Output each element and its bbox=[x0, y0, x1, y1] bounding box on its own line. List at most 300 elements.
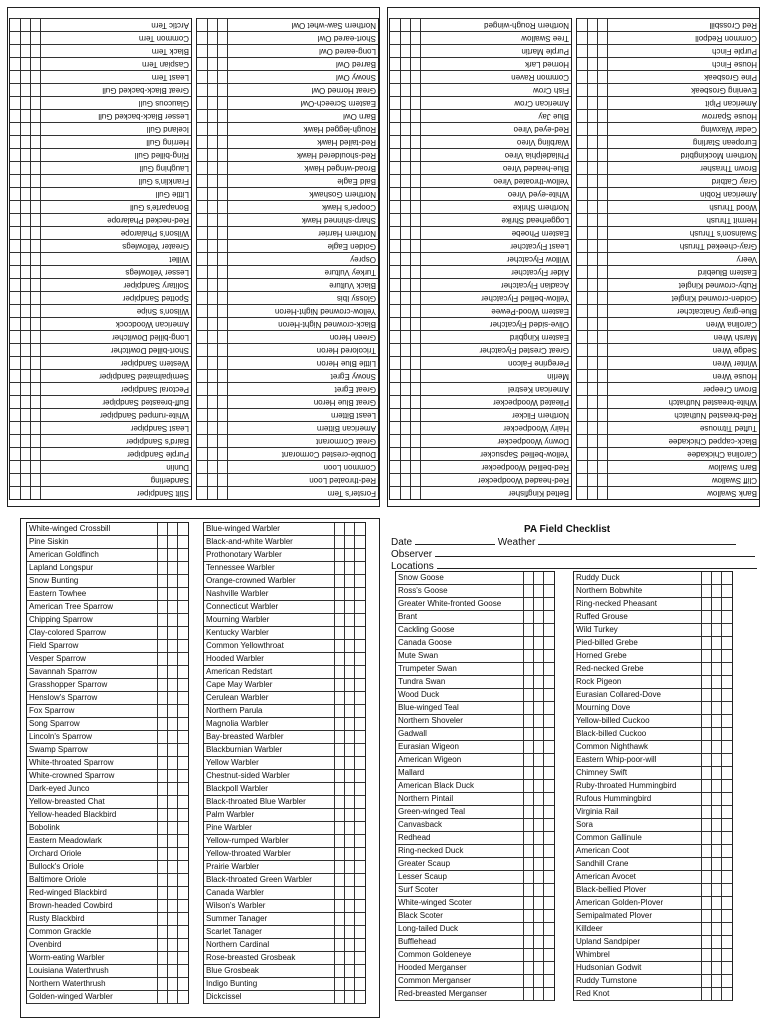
tally-checkbox[interactable] bbox=[355, 705, 365, 717]
tally-checkbox[interactable] bbox=[20, 448, 30, 460]
tally-checkbox[interactable] bbox=[10, 292, 20, 304]
tally-checkbox[interactable] bbox=[217, 136, 227, 148]
tally-checkbox[interactable] bbox=[410, 188, 420, 200]
tally-checkbox[interactable] bbox=[400, 487, 410, 499]
tally-checkbox[interactable] bbox=[410, 474, 420, 486]
tally-checkbox[interactable] bbox=[587, 331, 597, 343]
tally-checkbox[interactable] bbox=[355, 679, 365, 691]
tally-checkbox[interactable] bbox=[335, 666, 345, 678]
tally-checkbox[interactable] bbox=[722, 728, 732, 740]
tally-checkbox[interactable] bbox=[20, 266, 30, 278]
tally-checkbox[interactable] bbox=[400, 370, 410, 382]
tally-checkbox[interactable] bbox=[544, 858, 554, 870]
tally-checkbox[interactable] bbox=[178, 874, 188, 886]
tally-checkbox[interactable] bbox=[30, 136, 40, 148]
tally-checkbox[interactable] bbox=[587, 370, 597, 382]
tally-checkbox[interactable] bbox=[158, 731, 168, 743]
tally-checkbox[interactable] bbox=[197, 110, 207, 122]
tally-checkbox[interactable] bbox=[400, 435, 410, 447]
tally-checkbox[interactable] bbox=[10, 474, 20, 486]
tally-checkbox[interactable] bbox=[30, 305, 40, 317]
tally-checkbox[interactable] bbox=[217, 292, 227, 304]
tally-checkbox[interactable] bbox=[722, 689, 732, 701]
tally-checkbox[interactable] bbox=[597, 331, 607, 343]
tally-checkbox[interactable] bbox=[524, 910, 534, 922]
tally-checkbox[interactable] bbox=[597, 344, 607, 356]
tally-checkbox[interactable] bbox=[20, 97, 30, 109]
tally-checkbox[interactable] bbox=[702, 819, 712, 831]
tally-checkbox[interactable] bbox=[390, 409, 400, 421]
tally-checkbox[interactable] bbox=[577, 19, 587, 31]
tally-checkbox[interactable] bbox=[534, 572, 544, 584]
tally-checkbox[interactable] bbox=[10, 305, 20, 317]
tally-checkbox[interactable] bbox=[30, 188, 40, 200]
tally-checkbox[interactable] bbox=[390, 123, 400, 135]
tally-checkbox[interactable] bbox=[30, 110, 40, 122]
tally-checkbox[interactable] bbox=[712, 637, 722, 649]
tally-checkbox[interactable] bbox=[597, 240, 607, 252]
tally-checkbox[interactable] bbox=[207, 383, 217, 395]
tally-checkbox[interactable] bbox=[217, 97, 227, 109]
tally-checkbox[interactable] bbox=[168, 861, 178, 873]
tally-checkbox[interactable] bbox=[20, 435, 30, 447]
tally-checkbox[interactable] bbox=[702, 949, 712, 961]
tally-checkbox[interactable] bbox=[524, 988, 534, 1000]
tally-checkbox[interactable] bbox=[390, 201, 400, 213]
tally-checkbox[interactable] bbox=[335, 523, 345, 535]
tally-checkbox[interactable] bbox=[712, 949, 722, 961]
tally-checkbox[interactable] bbox=[544, 962, 554, 974]
tally-checkbox[interactable] bbox=[335, 978, 345, 990]
tally-checkbox[interactable] bbox=[534, 663, 544, 675]
tally-checkbox[interactable] bbox=[10, 396, 20, 408]
tally-checkbox[interactable] bbox=[158, 939, 168, 951]
tally-checkbox[interactable] bbox=[20, 409, 30, 421]
tally-checkbox[interactable] bbox=[597, 162, 607, 174]
tally-checkbox[interactable] bbox=[335, 835, 345, 847]
tally-checkbox[interactable] bbox=[20, 58, 30, 70]
tally-checkbox[interactable] bbox=[197, 71, 207, 83]
tally-checkbox[interactable] bbox=[168, 601, 178, 613]
tally-checkbox[interactable] bbox=[722, 676, 732, 688]
tally-checkbox[interactable] bbox=[577, 253, 587, 265]
tally-checkbox[interactable] bbox=[534, 832, 544, 844]
tally-checkbox[interactable] bbox=[217, 279, 227, 291]
tally-checkbox[interactable] bbox=[702, 793, 712, 805]
tally-checkbox[interactable] bbox=[400, 84, 410, 96]
tally-checkbox[interactable] bbox=[587, 383, 597, 395]
tally-checkbox[interactable] bbox=[355, 588, 365, 600]
tally-checkbox[interactable] bbox=[335, 627, 345, 639]
tally-checkbox[interactable] bbox=[10, 422, 20, 434]
tally-checkbox[interactable] bbox=[335, 809, 345, 821]
tally-checkbox[interactable] bbox=[207, 240, 217, 252]
tally-checkbox[interactable] bbox=[390, 344, 400, 356]
tally-checkbox[interactable] bbox=[20, 19, 30, 31]
tally-checkbox[interactable] bbox=[544, 871, 554, 883]
tally-checkbox[interactable] bbox=[390, 474, 400, 486]
tally-checkbox[interactable] bbox=[20, 45, 30, 57]
tally-checkbox[interactable] bbox=[345, 744, 355, 756]
tally-checkbox[interactable] bbox=[217, 409, 227, 421]
tally-checkbox[interactable] bbox=[400, 188, 410, 200]
tally-checkbox[interactable] bbox=[197, 136, 207, 148]
tally-checkbox[interactable] bbox=[410, 396, 420, 408]
tally-checkbox[interactable] bbox=[712, 728, 722, 740]
tally-checkbox[interactable] bbox=[534, 728, 544, 740]
tally-checkbox[interactable] bbox=[20, 344, 30, 356]
tally-checkbox[interactable] bbox=[597, 435, 607, 447]
tally-checkbox[interactable] bbox=[410, 279, 420, 291]
tally-checkbox[interactable] bbox=[10, 188, 20, 200]
tally-checkbox[interactable] bbox=[597, 370, 607, 382]
tally-checkbox[interactable] bbox=[30, 123, 40, 135]
tally-checkbox[interactable] bbox=[355, 770, 365, 782]
tally-checkbox[interactable] bbox=[158, 835, 168, 847]
tally-checkbox[interactable] bbox=[712, 819, 722, 831]
tally-checkbox[interactable] bbox=[345, 627, 355, 639]
tally-checkbox[interactable] bbox=[712, 923, 722, 935]
tally-checkbox[interactable] bbox=[587, 240, 597, 252]
tally-checkbox[interactable] bbox=[168, 627, 178, 639]
tally-checkbox[interactable] bbox=[355, 978, 365, 990]
tally-checkbox[interactable] bbox=[390, 396, 400, 408]
tally-checkbox[interactable] bbox=[597, 318, 607, 330]
tally-checkbox[interactable] bbox=[534, 741, 544, 753]
tally-checkbox[interactable] bbox=[577, 97, 587, 109]
tally-checkbox[interactable] bbox=[335, 952, 345, 964]
tally-checkbox[interactable] bbox=[10, 318, 20, 330]
tally-checkbox[interactable] bbox=[587, 162, 597, 174]
tally-checkbox[interactable] bbox=[345, 575, 355, 587]
tally-checkbox[interactable] bbox=[712, 585, 722, 597]
tally-checkbox[interactable] bbox=[355, 575, 365, 587]
tally-checkbox[interactable] bbox=[168, 575, 178, 587]
tally-checkbox[interactable] bbox=[197, 435, 207, 447]
tally-checkbox[interactable] bbox=[534, 897, 544, 909]
tally-checkbox[interactable] bbox=[355, 809, 365, 821]
tally-checkbox[interactable] bbox=[712, 871, 722, 883]
tally-checkbox[interactable] bbox=[197, 409, 207, 421]
tally-checkbox[interactable] bbox=[577, 461, 587, 473]
tally-checkbox[interactable] bbox=[168, 588, 178, 600]
tally-checkbox[interactable] bbox=[587, 175, 597, 187]
tally-checkbox[interactable] bbox=[20, 292, 30, 304]
tally-checkbox[interactable] bbox=[345, 913, 355, 925]
tally-checkbox[interactable] bbox=[197, 422, 207, 434]
tally-checkbox[interactable] bbox=[390, 45, 400, 57]
tally-checkbox[interactable] bbox=[345, 549, 355, 561]
tally-checkbox[interactable] bbox=[524, 637, 534, 649]
tally-checkbox[interactable] bbox=[577, 136, 587, 148]
tally-checkbox[interactable] bbox=[702, 598, 712, 610]
tally-checkbox[interactable] bbox=[355, 965, 365, 977]
tally-checkbox[interactable] bbox=[217, 201, 227, 213]
tally-checkbox[interactable] bbox=[207, 214, 217, 226]
tally-checkbox[interactable] bbox=[158, 640, 168, 652]
tally-checkbox[interactable] bbox=[10, 227, 20, 239]
tally-checkbox[interactable] bbox=[597, 292, 607, 304]
tally-checkbox[interactable] bbox=[597, 396, 607, 408]
tally-checkbox[interactable] bbox=[390, 266, 400, 278]
tally-checkbox[interactable] bbox=[207, 266, 217, 278]
tally-checkbox[interactable] bbox=[400, 136, 410, 148]
tally-checkbox[interactable] bbox=[577, 370, 587, 382]
tally-checkbox[interactable] bbox=[178, 588, 188, 600]
tally-checkbox[interactable] bbox=[702, 585, 712, 597]
tally-checkbox[interactable] bbox=[345, 614, 355, 626]
tally-checkbox[interactable] bbox=[217, 448, 227, 460]
tally-checkbox[interactable] bbox=[345, 705, 355, 717]
tally-checkbox[interactable] bbox=[345, 523, 355, 535]
tally-checkbox[interactable] bbox=[712, 598, 722, 610]
tally-checkbox[interactable] bbox=[587, 396, 597, 408]
tally-checkbox[interactable] bbox=[20, 318, 30, 330]
tally-checkbox[interactable] bbox=[524, 689, 534, 701]
tally-checkbox[interactable] bbox=[30, 32, 40, 44]
tally-checkbox[interactable] bbox=[168, 731, 178, 743]
tally-checkbox[interactable] bbox=[597, 253, 607, 265]
tally-checkbox[interactable] bbox=[335, 692, 345, 704]
tally-checkbox[interactable] bbox=[390, 188, 400, 200]
tally-checkbox[interactable] bbox=[597, 357, 607, 369]
tally-checkbox[interactable] bbox=[20, 240, 30, 252]
tally-checkbox[interactable] bbox=[587, 227, 597, 239]
tally-checkbox[interactable] bbox=[178, 575, 188, 587]
tally-checkbox[interactable] bbox=[702, 910, 712, 922]
tally-checkbox[interactable] bbox=[178, 653, 188, 665]
tally-checkbox[interactable] bbox=[587, 19, 597, 31]
tally-checkbox[interactable] bbox=[345, 770, 355, 782]
tally-checkbox[interactable] bbox=[400, 97, 410, 109]
tally-checkbox[interactable] bbox=[702, 611, 712, 623]
tally-checkbox[interactable] bbox=[534, 611, 544, 623]
tally-checkbox[interactable] bbox=[30, 435, 40, 447]
tally-checkbox[interactable] bbox=[544, 949, 554, 961]
tally-checkbox[interactable] bbox=[410, 266, 420, 278]
tally-checkbox[interactable] bbox=[158, 887, 168, 899]
tally-checkbox[interactable] bbox=[355, 939, 365, 951]
tally-checkbox[interactable] bbox=[587, 58, 597, 70]
tally-checkbox[interactable] bbox=[722, 988, 732, 1000]
tally-checkbox[interactable] bbox=[524, 819, 534, 831]
tally-checkbox[interactable] bbox=[410, 344, 420, 356]
tally-checkbox[interactable] bbox=[10, 461, 20, 473]
tally-checkbox[interactable] bbox=[400, 162, 410, 174]
tally-checkbox[interactable] bbox=[217, 175, 227, 187]
tally-checkbox[interactable] bbox=[158, 796, 168, 808]
tally-checkbox[interactable] bbox=[355, 666, 365, 678]
tally-checkbox[interactable] bbox=[355, 757, 365, 769]
tally-checkbox[interactable] bbox=[20, 175, 30, 187]
tally-checkbox[interactable] bbox=[355, 835, 365, 847]
tally-checkbox[interactable] bbox=[158, 926, 168, 938]
tally-checkbox[interactable] bbox=[597, 266, 607, 278]
tally-checkbox[interactable] bbox=[335, 731, 345, 743]
tally-checkbox[interactable] bbox=[534, 715, 544, 727]
tally-checkbox[interactable] bbox=[158, 549, 168, 561]
tally-checkbox[interactable] bbox=[345, 666, 355, 678]
tally-checkbox[interactable] bbox=[712, 962, 722, 974]
tally-checkbox[interactable] bbox=[597, 45, 607, 57]
tally-checkbox[interactable] bbox=[168, 562, 178, 574]
tally-checkbox[interactable] bbox=[158, 822, 168, 834]
tally-checkbox[interactable] bbox=[178, 848, 188, 860]
tally-checkbox[interactable] bbox=[197, 305, 207, 317]
tally-checkbox[interactable] bbox=[335, 549, 345, 561]
tally-checkbox[interactable] bbox=[355, 744, 365, 756]
tally-checkbox[interactable] bbox=[534, 702, 544, 714]
tally-checkbox[interactable] bbox=[577, 201, 587, 213]
tally-checkbox[interactable] bbox=[30, 357, 40, 369]
tally-checkbox[interactable] bbox=[345, 978, 355, 990]
tally-checkbox[interactable] bbox=[345, 835, 355, 847]
tally-checkbox[interactable] bbox=[217, 32, 227, 44]
tally-checkbox[interactable] bbox=[178, 692, 188, 704]
tally-checkbox[interactable] bbox=[544, 624, 554, 636]
tally-checkbox[interactable] bbox=[597, 84, 607, 96]
tally-checkbox[interactable] bbox=[410, 19, 420, 31]
tally-checkbox[interactable] bbox=[355, 627, 365, 639]
tally-checkbox[interactable] bbox=[207, 32, 217, 44]
tally-checkbox[interactable] bbox=[207, 162, 217, 174]
tally-checkbox[interactable] bbox=[534, 650, 544, 662]
tally-checkbox[interactable] bbox=[345, 796, 355, 808]
tally-checkbox[interactable] bbox=[400, 383, 410, 395]
tally-checkbox[interactable] bbox=[20, 305, 30, 317]
tally-checkbox[interactable] bbox=[587, 279, 597, 291]
tally-checkbox[interactable] bbox=[544, 741, 554, 753]
tally-checkbox[interactable] bbox=[30, 422, 40, 434]
tally-checkbox[interactable] bbox=[335, 744, 345, 756]
tally-checkbox[interactable] bbox=[197, 201, 207, 213]
tally-checkbox[interactable] bbox=[410, 227, 420, 239]
tally-checkbox[interactable] bbox=[168, 536, 178, 548]
tally-checkbox[interactable] bbox=[217, 149, 227, 161]
tally-checkbox[interactable] bbox=[597, 227, 607, 239]
tally-checkbox[interactable] bbox=[178, 965, 188, 977]
tally-checkbox[interactable] bbox=[410, 422, 420, 434]
tally-checkbox[interactable] bbox=[597, 409, 607, 421]
tally-checkbox[interactable] bbox=[207, 448, 217, 460]
tally-checkbox[interactable] bbox=[524, 871, 534, 883]
tally-checkbox[interactable] bbox=[30, 149, 40, 161]
tally-checkbox[interactable] bbox=[20, 227, 30, 239]
tally-checkbox[interactable] bbox=[577, 448, 587, 460]
tally-checkbox[interactable] bbox=[178, 666, 188, 678]
tally-checkbox[interactable] bbox=[217, 240, 227, 252]
tally-checkbox[interactable] bbox=[207, 305, 217, 317]
tally-checkbox[interactable] bbox=[197, 292, 207, 304]
tally-checkbox[interactable] bbox=[20, 32, 30, 44]
tally-checkbox[interactable] bbox=[20, 253, 30, 265]
tally-checkbox[interactable] bbox=[168, 653, 178, 665]
tally-checkbox[interactable] bbox=[400, 240, 410, 252]
tally-checkbox[interactable] bbox=[597, 188, 607, 200]
tally-checkbox[interactable] bbox=[587, 474, 597, 486]
tally-checkbox[interactable] bbox=[524, 624, 534, 636]
tally-checkbox[interactable] bbox=[534, 676, 544, 688]
tally-checkbox[interactable] bbox=[178, 796, 188, 808]
tally-checkbox[interactable] bbox=[597, 422, 607, 434]
tally-checkbox[interactable] bbox=[410, 58, 420, 70]
tally-checkbox[interactable] bbox=[158, 614, 168, 626]
tally-checkbox[interactable] bbox=[597, 214, 607, 226]
tally-checkbox[interactable] bbox=[410, 357, 420, 369]
tally-checkbox[interactable] bbox=[587, 214, 597, 226]
tally-checkbox[interactable] bbox=[197, 58, 207, 70]
tally-checkbox[interactable] bbox=[217, 318, 227, 330]
tally-checkbox[interactable] bbox=[168, 822, 178, 834]
tally-checkbox[interactable] bbox=[587, 422, 597, 434]
tally-checkbox[interactable] bbox=[544, 780, 554, 792]
tally-checkbox[interactable] bbox=[587, 149, 597, 161]
tally-checkbox[interactable] bbox=[355, 718, 365, 730]
tally-checkbox[interactable] bbox=[400, 58, 410, 70]
tally-checkbox[interactable] bbox=[722, 767, 732, 779]
tally-checkbox[interactable] bbox=[597, 448, 607, 460]
tally-checkbox[interactable] bbox=[390, 58, 400, 70]
tally-checkbox[interactable] bbox=[577, 383, 587, 395]
tally-checkbox[interactable] bbox=[207, 344, 217, 356]
tally-checkbox[interactable] bbox=[158, 809, 168, 821]
tally-checkbox[interactable] bbox=[158, 679, 168, 691]
tally-checkbox[interactable] bbox=[30, 448, 40, 460]
tally-checkbox[interactable] bbox=[400, 318, 410, 330]
tally-checkbox[interactable] bbox=[217, 71, 227, 83]
tally-checkbox[interactable] bbox=[400, 19, 410, 31]
tally-checkbox[interactable] bbox=[335, 887, 345, 899]
tally-checkbox[interactable] bbox=[207, 487, 217, 499]
tally-checkbox[interactable] bbox=[10, 58, 20, 70]
tally-checkbox[interactable] bbox=[702, 806, 712, 818]
tally-checkbox[interactable] bbox=[10, 149, 20, 161]
tally-checkbox[interactable] bbox=[524, 832, 534, 844]
tally-checkbox[interactable] bbox=[168, 796, 178, 808]
tally-checkbox[interactable] bbox=[355, 887, 365, 899]
tally-checkbox[interactable] bbox=[524, 793, 534, 805]
tally-checkbox[interactable] bbox=[410, 331, 420, 343]
tally-checkbox[interactable] bbox=[702, 923, 712, 935]
tally-checkbox[interactable] bbox=[335, 536, 345, 548]
tally-checkbox[interactable] bbox=[355, 523, 365, 535]
tally-checkbox[interactable] bbox=[168, 978, 178, 990]
tally-checkbox[interactable] bbox=[712, 715, 722, 727]
tally-checkbox[interactable] bbox=[335, 939, 345, 951]
tally-checkbox[interactable] bbox=[544, 819, 554, 831]
tally-checkbox[interactable] bbox=[702, 832, 712, 844]
tally-checkbox[interactable] bbox=[577, 32, 587, 44]
tally-checkbox[interactable] bbox=[345, 783, 355, 795]
tally-checkbox[interactable] bbox=[335, 588, 345, 600]
tally-checkbox[interactable] bbox=[597, 201, 607, 213]
tally-checkbox[interactable] bbox=[524, 572, 534, 584]
tally-checkbox[interactable] bbox=[702, 650, 712, 662]
weather-field[interactable] bbox=[538, 536, 736, 545]
tally-checkbox[interactable] bbox=[217, 487, 227, 499]
tally-checkbox[interactable] bbox=[335, 926, 345, 938]
tally-checkbox[interactable] bbox=[544, 676, 554, 688]
tally-checkbox[interactable] bbox=[158, 848, 168, 860]
tally-checkbox[interactable] bbox=[10, 19, 20, 31]
tally-checkbox[interactable] bbox=[207, 292, 217, 304]
tally-checkbox[interactable] bbox=[587, 435, 597, 447]
tally-checkbox[interactable] bbox=[524, 780, 534, 792]
tally-checkbox[interactable] bbox=[168, 887, 178, 899]
tally-checkbox[interactable] bbox=[722, 624, 732, 636]
tally-checkbox[interactable] bbox=[544, 754, 554, 766]
tally-checkbox[interactable] bbox=[20, 474, 30, 486]
